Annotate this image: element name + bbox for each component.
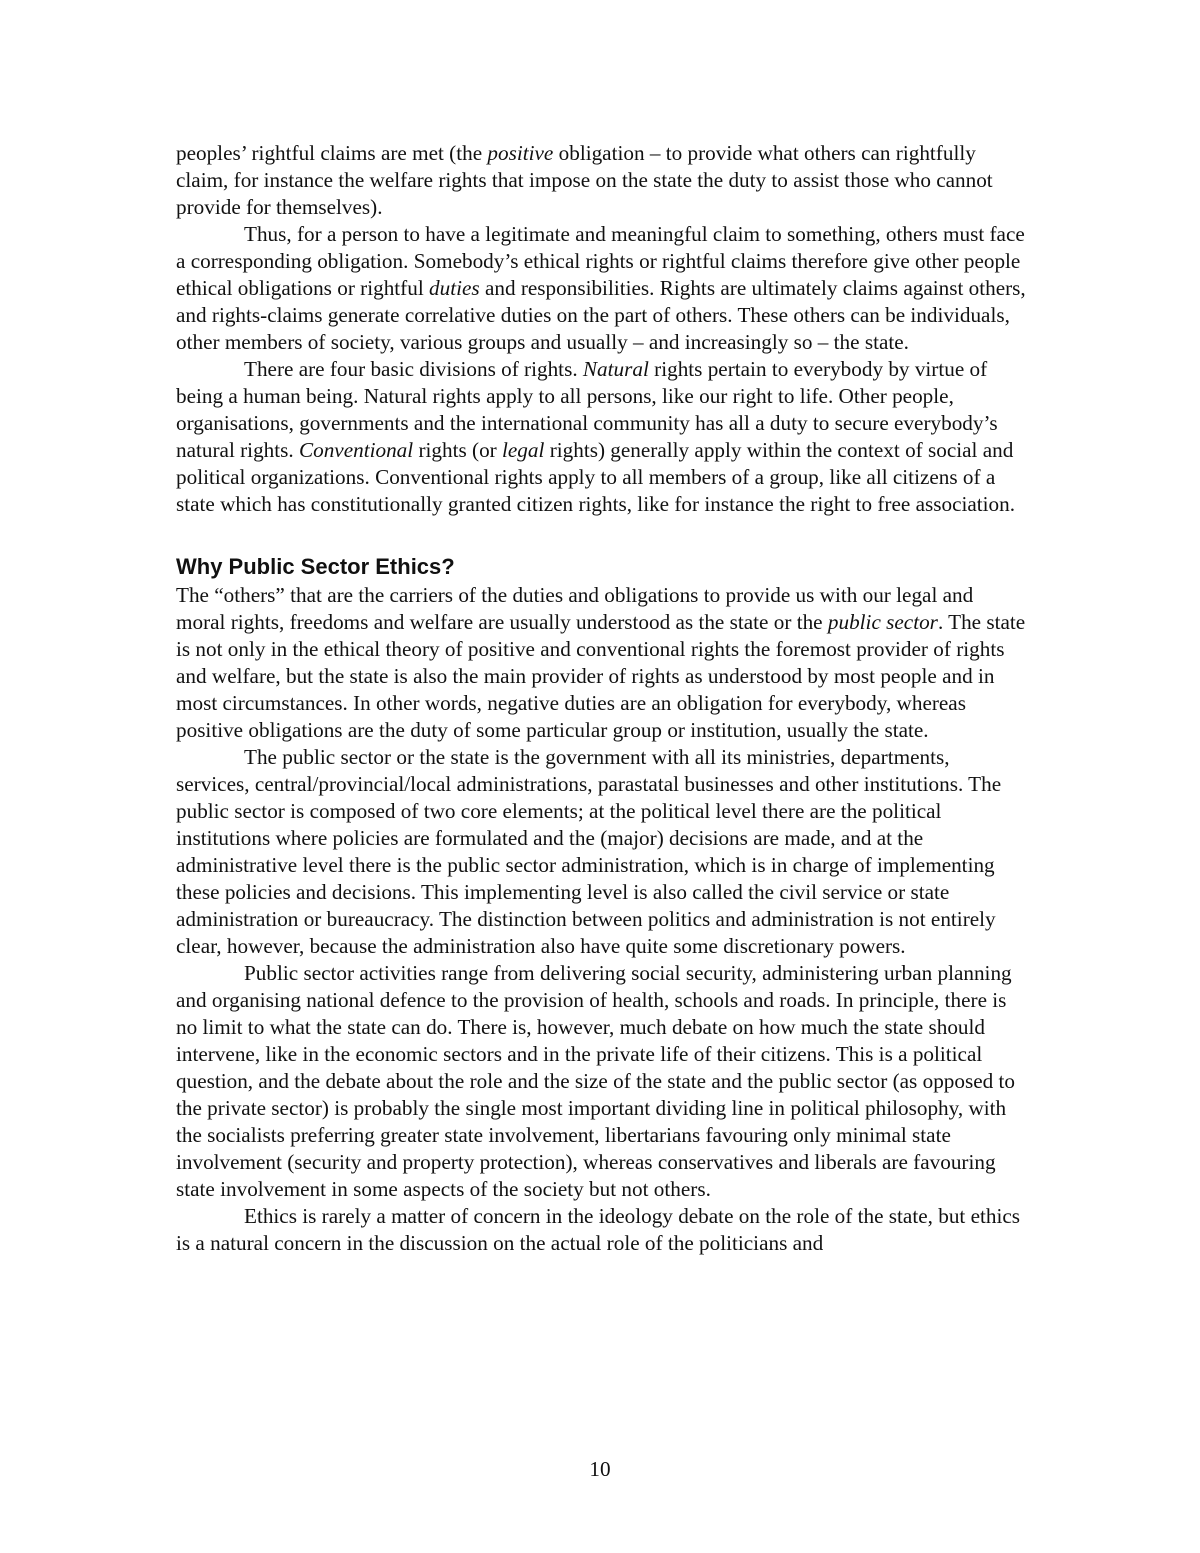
emphasis-public-sector: public sector bbox=[827, 610, 938, 634]
paragraph-ethics-concern: Ethics is rarely a matter of concern in the ideology debate on the role of the state, but ethics is a natural concern in the discussion on the actual role of the politicians and bbox=[176, 1204, 1021, 1255]
emphasis-positive: positive bbox=[487, 141, 554, 165]
emphasis-conventional: Conventional bbox=[298, 438, 414, 462]
paragraph-divisions-of-rights: There are four basic divisions of rights. Natural rights pertain to everybody by virtue of being a human being. Natural rights apply to all persons, like our right to life. Other people, organisations, governments and the international community has all a duty to secure everybody’s natural rights. Conventional rights (or legal rights) generally apply within the context of social and political organizations. Conventional rights apply to all members of a group, like all citizens of a state which has constitutionally granted citizen rights, like for instance the right to free association. bbox=[176, 357, 1016, 516]
paragraph-public-sector-definition: The public sector or the state is the government with all its ministries, departments, services, central/provincial/local administrations, parastatal businesses and other institutions. The public sector is composed of two core elements; at the political level there are the political institutions where policies are formulated and the (major) decisions are made, and at the administrative level there is the public sector administration, which is in charge of implementing these policies and decisions. This implementing level is also called the civil service or state administration or bureaucracy. The distinction between politics and administration is not entirely clear, however, because the administration also have quite some discretionary powers. bbox=[176, 745, 1002, 958]
paragraph-rights-obligation: peoples’ rightful claims are met (the positive obligation – to provide what others can rightfully claim, for instance the welfare rights that impose on the state the duty to assist those who cannot provide for themselves). bbox=[176, 141, 993, 219]
emphasis-natural: Natural bbox=[582, 357, 649, 381]
paragraph-public-sector-activities: Public sector activities range from delivering social security, administering urban planning and organising national defence to the provision of health, schools and roads. In principle, there is no limit to what the state can do. There is, however, much debate on how much the state should intervene, like in the economic sectors and in the private life of their citizens. This is a political question, and the debate about the role and the size of the state and the public sector (as opposed to the private sector) is probably the single most important dividing line in political philosophy, with the socialists preferring greater state involvement, libertarians favouring only minimal state involvement (security and property protection), whereas conservatives and liberals are favouring state involvement in some aspects of the society but not others. bbox=[176, 961, 1015, 1201]
page-number: 10 bbox=[589, 1457, 611, 1481]
paragraph-others-state: The “others” that are the carriers of the duties and obligations to provide us with our legal and moral rights, freedoms and welfare are usually understood as the state or the public sector. The state is not only in the ethical theory of positive and conventional rights the foremost provider of rights and welfare, but the state is also the main provider of rights as understood by most people and in most circumstances. In other words, negative duties are an obligation for everybody, whereas positive obligations are the duty of some particular group or institution, usually the state. bbox=[176, 583, 1026, 742]
section-heading: Why Public Sector Ethics? bbox=[176, 554, 455, 579]
paragraph-legitimate-claim: Thus, for a person to have a legitimate and meaningful claim to something, others must face a corresponding obligation. Somebody’s ethical rights or rightful claims therefore give other people ethical obligations or rightful duties and responsibilities. Rights are ultimately claims against others, and rights-claims generate correlative duties on the part of others. These others can be individuals, other members of society, various groups and usually – and increasingly so – the state. bbox=[176, 222, 1026, 354]
emphasis-duties: duties bbox=[429, 276, 480, 300]
document-page bbox=[176, 140, 1026, 1257]
emphasis-legal: legal bbox=[502, 438, 545, 462]
